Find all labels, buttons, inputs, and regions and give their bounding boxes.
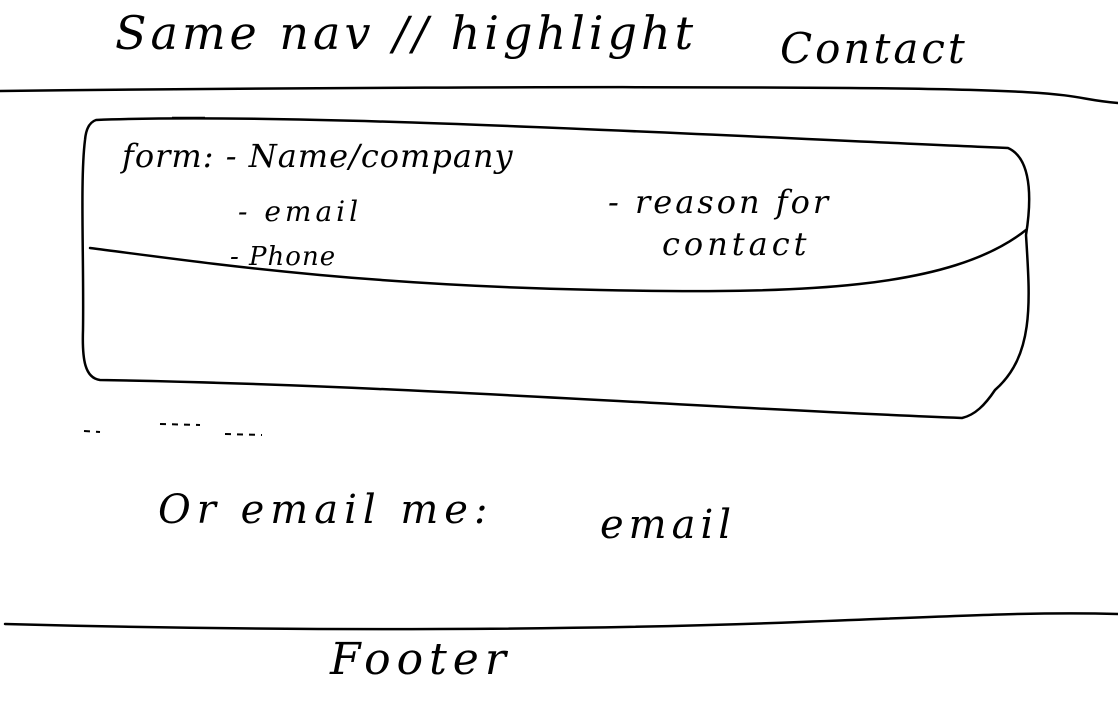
form-name-company-field[interactable]: form: - Name/company: [122, 137, 514, 175]
form-reason-field-continued: contact: [662, 225, 811, 263]
footer-divider-line: [5, 613, 1118, 629]
email-address-link[interactable]: email: [600, 502, 737, 548]
form-reason-field[interactable]: - reason for: [608, 183, 832, 221]
header-divider-line: [0, 87, 1118, 103]
email-me-prompt: Or email me:: [158, 487, 494, 533]
form-email-field[interactable]: - email: [238, 195, 363, 228]
footer-label: Footer: [330, 634, 512, 685]
faint-dash-mark: [84, 424, 262, 435]
form-phone-field[interactable]: - Phone: [230, 242, 337, 272]
nav-item-contact-highlighted[interactable]: Contact: [780, 24, 968, 73]
nav-note-text: Same nav // highlight: [115, 6, 698, 60]
